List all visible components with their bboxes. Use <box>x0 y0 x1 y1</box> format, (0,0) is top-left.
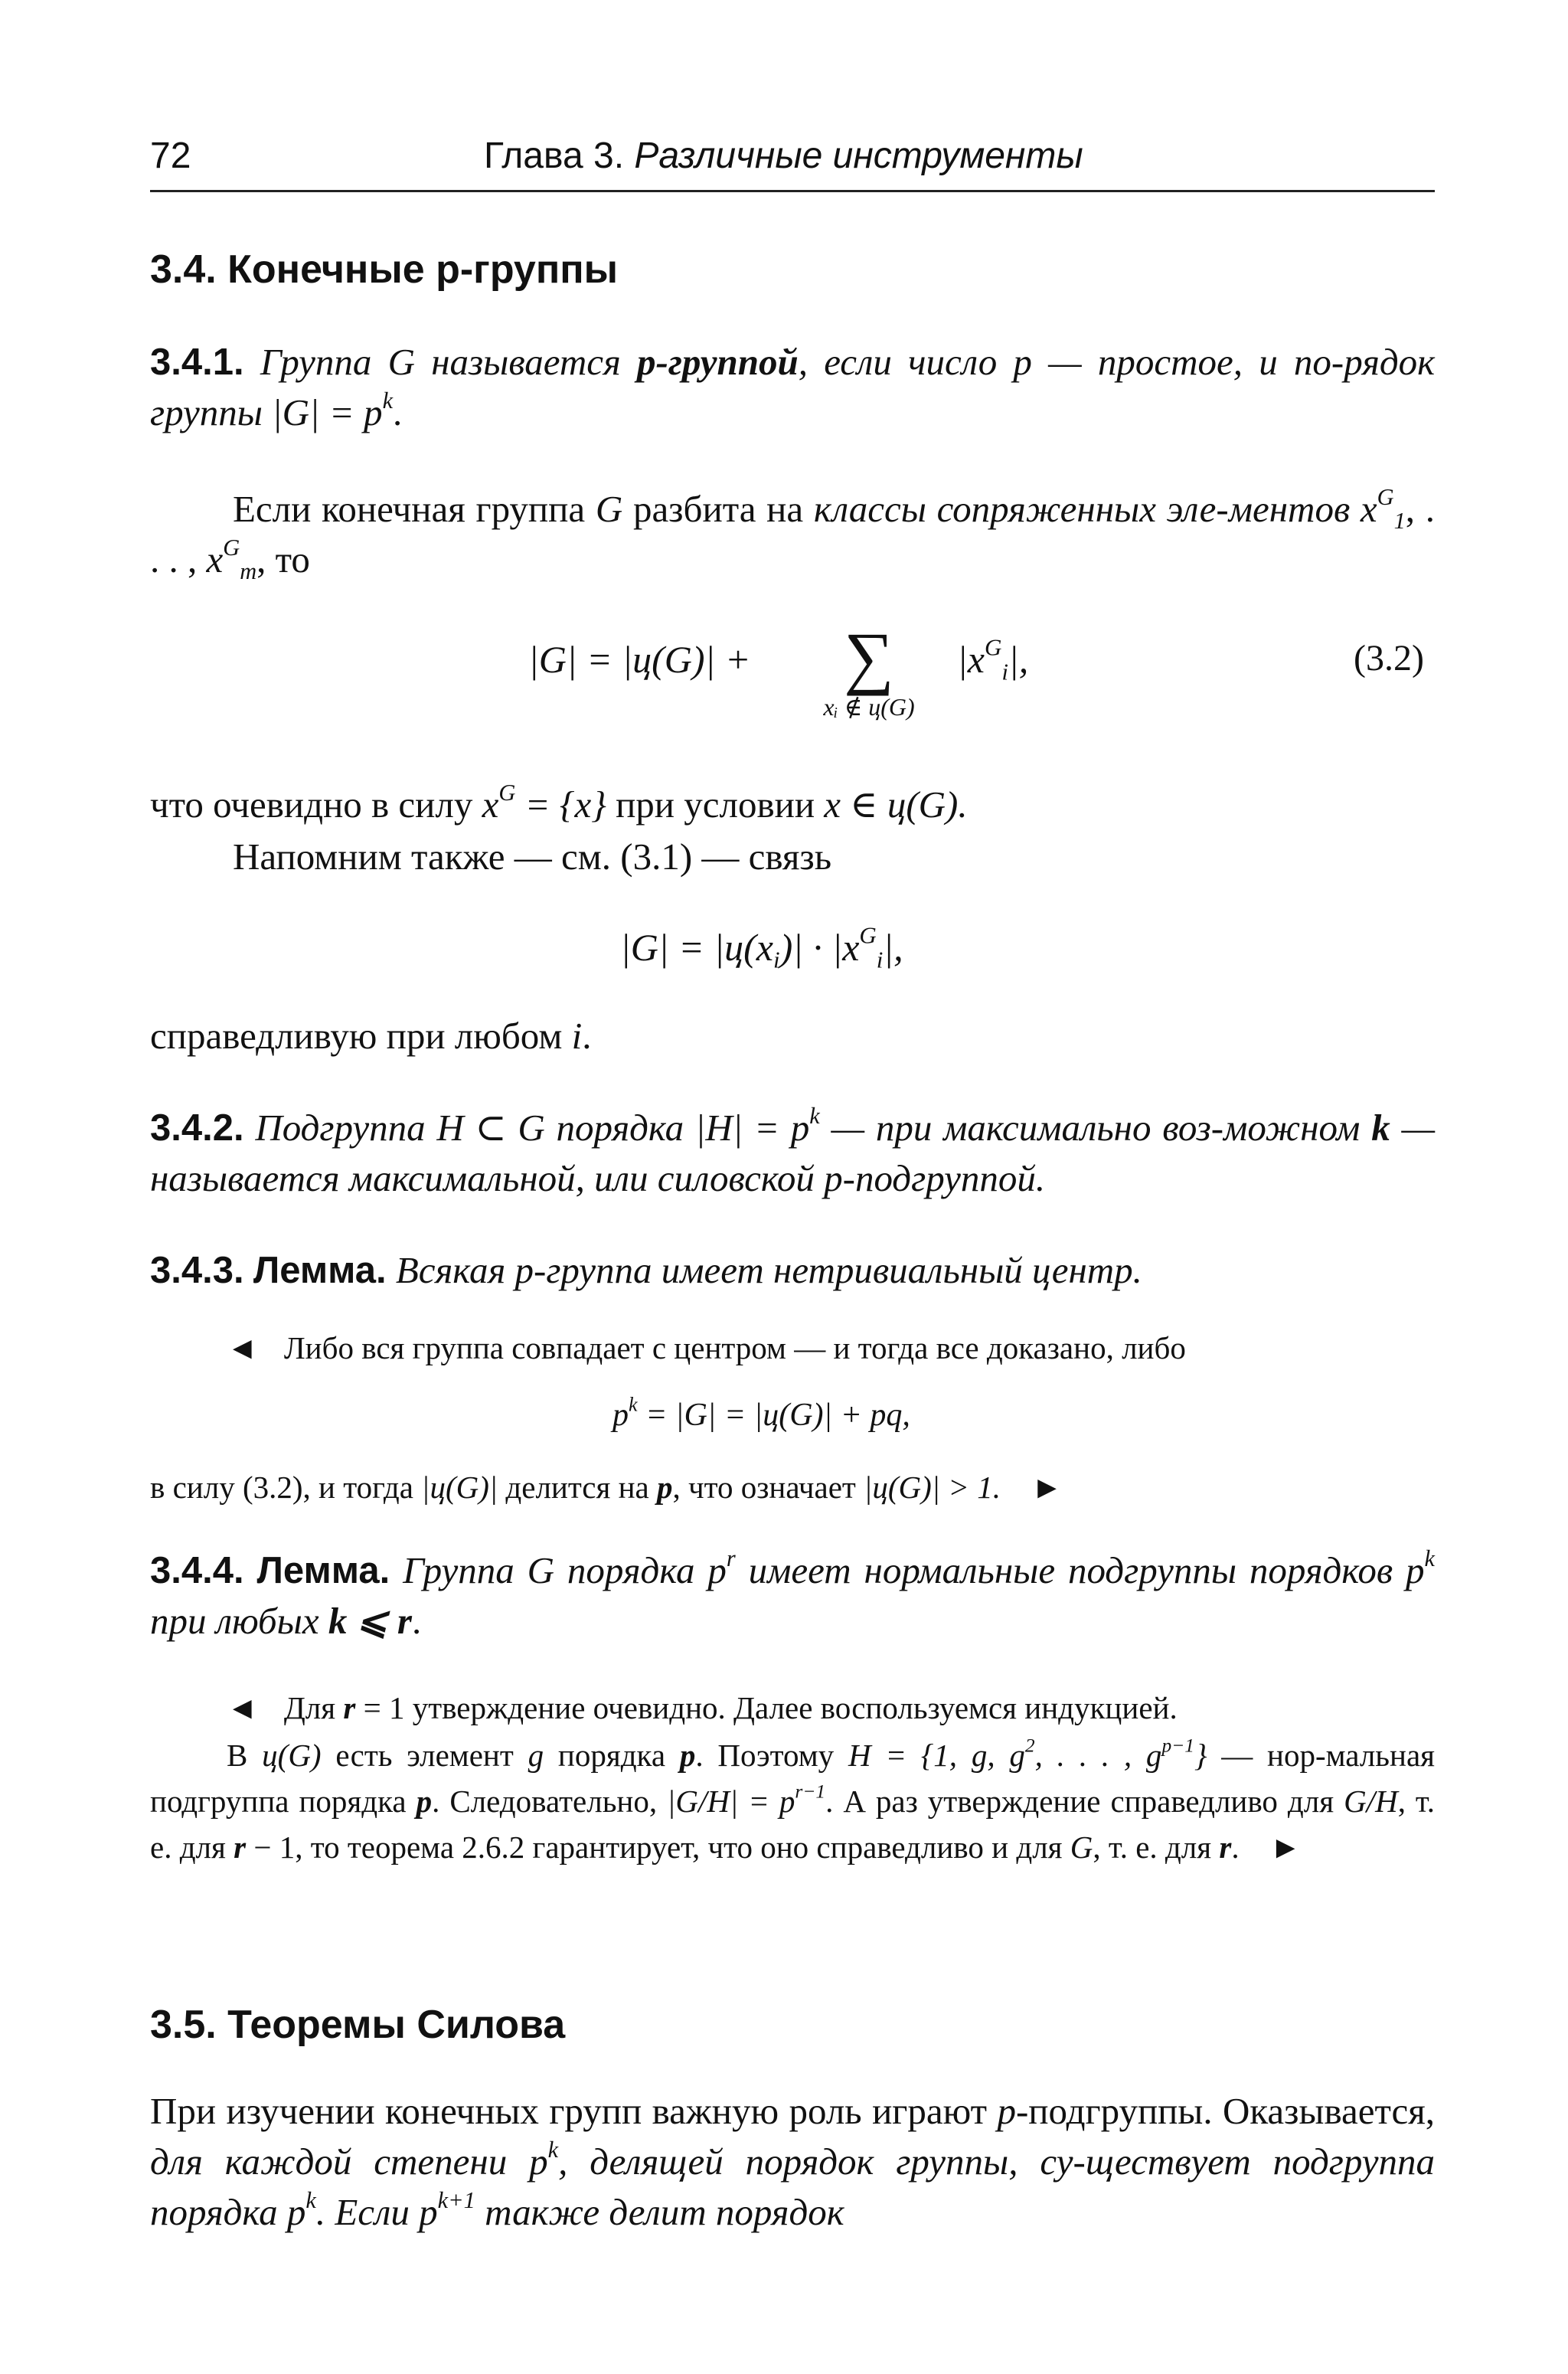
proof-3-4-4-body: В ц(G) есть элемент g порядка p. Поэтому H = {1, g, $g^2$, . . . , $g^{p-1}$} — нор-мальная подгруппа порядка p. Следовательно, $|G/H| = p^{r-1}$. А раз утверждение справедливо для G/H, т. е. для r − 1, то теорема 2.6.2 гарантирует, что оно справедливо и для G, т. е. для r. ► <box>150 1735 1436 1865</box>
proof-end-icon: ► <box>1031 1470 1063 1505</box>
lemma-3-4-3: 3.4.3. Лемма. Всякая p-группа имеет нетривиальный центр. <box>150 1249 1142 1291</box>
header-rule <box>150 190 1435 192</box>
proof-3-4-3-line2: в силу (3.2), и тогда |ц(G)| делится на p, что означает |ц(G)| > 1. ► <box>150 1470 1063 1505</box>
term-conjugacy-classes: классы сопряженных эле-ментов <box>813 488 1351 530</box>
lemma-3-4-4: 3.4.4. Лемма. Группа G порядка $p^r$ имеет нормальные подгруппы порядков $p^k$ при любых k ⩽ r. <box>150 1545 1436 1642</box>
proof-3-4-4-line1: ◄ Для r = 1 утверждение очевидно. Далее воспользуемся индукцией. <box>227 1690 1178 1725</box>
item-number: 3.4.1. <box>150 342 244 383</box>
order-formula: $|G| = p^k$ <box>272 387 394 433</box>
paragraph-recall: Напомним также — см. (3.1) — связь <box>233 835 832 878</box>
term-p-group: p-группой <box>637 341 799 383</box>
proof-3-4-3-formula: $p^k = |G| = |ц(G)|$ + pq, <box>612 1393 910 1433</box>
chapter-prefix: Глава 3. <box>484 136 625 176</box>
equation-class-relation: $|G| = |ц(x_i)| \cdot |x^G_i|$, <box>620 921 903 973</box>
section-heading-3-4: 3.4. Конечные p-группы <box>150 247 619 292</box>
proof-end-icon: ► <box>1269 1830 1302 1865</box>
section-heading-3-5: 3.5. Теоремы Силова <box>150 2003 566 2047</box>
definition-3-4-1: 3.4.1. Группа G называется p-группой, если число p — простое, и по-рядок группы $|G| = p^k$. <box>150 341 1436 433</box>
running-header <box>484 135 1083 177</box>
book-page: 72 Глава 3. Различные инструменты 3.4. Конечные p-группы 3.4.1. Группа G называется p-группой, если число p — простое, и по-рядок группы $|G| = p^k$. Если конечная группа G разбита на классы сопряженных эле-ментов $x^G_1$, . . . , $x^G_m$, то |G| = |ц(G)| + ∑ xᵢ ∉ ц(G) $|x^G_i|$, (3.2) что очевидно в силу $x^G = \{x\}$ при условии x ∈ ц(G). Напомним также — см. (3.1) — связь $|G| = |ц(x_i)| \cdot |x^G_i|$, справедливую при любом i. 3.4.2. Подгруппа H ⊂ G порядка $|H| = p^k$ — при максимально воз-можном k — называется максимальной, или силовской p-подгруппой. 3.4.3. Лемма. Всякая p-группа имеет нетривиальный центр. ◄ Либо вся группа совпадает с центром — и тогда все доказано, либо $p^k = |G| = |ц(G)|$ + pq, в силу (3.2), и тогда |ц(G)| делится на p, что означает |ц(G)| > 1. ► 3.4.4. Лемма. Группа G порядка $p^r$ имеет нормальные подгруппы порядков $p^k$ при любых k ⩽ r. ◄ Для r = 1 утверждение очевидно. Далее воспользуемся индукцией. В ц(G) есть элемент g порядка p. Поэтому H = {1, g, $g^2$, . . . , $g^{p-1}$} — нор-мальная подгруппа порядка p. Следовательно, $|G/H| = p^{r-1}$. А раз утверждение справедливо для G/H, т. е. для r − 1, то теорема 2.6.2 гарантирует, что оно справедливо и для G, т. е. для r. ► 3.5. Теоремы Силова При изучении конечных групп важную роль играют p-подгруппы. Оказывается, для каждой степени $p^k$, делящей порядок группы, су-ществует подгруппа порядка $p^k$. Если $p^{k+1}$ также делит порядок <box>0 0 1568 2374</box>
page-number: 72 <box>150 136 191 176</box>
paragraph-conjugacy-classes: Если конечная группа G разбита на классы сопряженных эле-ментов $x^G_1$, . . . , $x^G_m$, то <box>150 484 1435 585</box>
proof-start-icon: ◄ <box>227 1690 258 1725</box>
sum-operator: ∑ xᵢ ∉ ц(G) <box>812 622 926 721</box>
definition-3-4-2: 3.4.2. Подгруппа H ⊂ G порядка $|H| = p^k$ — при максимально воз-можном k — называется максимальной, или силовской p-подгруппой. <box>150 1103 1436 1199</box>
paragraph-obvious: что очевидно в силу $x^G = \{x\}$ при условии x ∈ ц(G). <box>150 780 968 826</box>
paragraph-valid-any-i: справедливую при любом i. <box>150 1015 592 1057</box>
chapter-title: Различные инструменты <box>634 136 1083 176</box>
proof-3-4-3-line1: ◄ Либо вся группа совпадает с центром — и тогда все доказано, либо <box>227 1330 1186 1365</box>
sum-limit: xᵢ ∉ ц(G) <box>823 693 915 721</box>
equation-number: (3.2) <box>1354 638 1424 679</box>
paragraph-sylow-intro: При изучении конечных групп важную роль играют p-подгруппы. Оказывается, для каждой степени $p^k$, делящей порядок группы, су-ществует подгруппа порядка $p^k$. Если $p^{k+1}$ также делит порядок <box>150 2090 1436 2233</box>
proof-start-icon: ◄ <box>227 1330 258 1365</box>
